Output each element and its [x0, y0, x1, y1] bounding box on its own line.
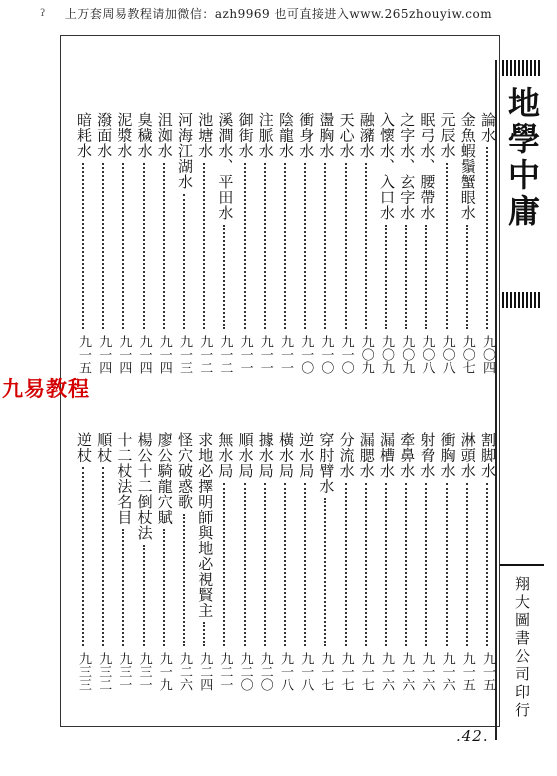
dot-leader: [486, 483, 490, 647]
toc-entry-title: 泥漿水: [115, 112, 134, 159]
toc-entry-title: 穿肘臂水: [317, 432, 336, 494]
publisher-rule: [500, 564, 544, 566]
toc-entry-title: 順杖: [95, 432, 114, 463]
publisher-name: 翔大圖書公司印行: [513, 576, 531, 720]
dot-leader: [102, 163, 106, 330]
toc-entry-title: 注脈水: [256, 112, 275, 159]
dot-leader: [82, 467, 86, 646]
toc-entry-page: 九二〇: [237, 652, 253, 691]
dot-leader: [446, 483, 450, 647]
toc-entry-page: 九一四: [96, 335, 112, 374]
toc-entry-page: 九二六: [177, 652, 192, 691]
dot-leader: [385, 483, 389, 647]
dot-leader: [163, 529, 167, 646]
toc-entry-page: 九〇八: [439, 335, 455, 374]
dot-leader: [405, 483, 409, 647]
dot-leader: [324, 498, 328, 646]
bottom-stripes: [502, 292, 542, 308]
toc-entry-title: 據水局: [256, 432, 275, 479]
toc-entry-page: 九一〇: [318, 335, 334, 374]
toc-entry-title: 漏腮水: [357, 432, 376, 479]
toc-entry-title: 割脚水: [479, 432, 497, 479]
toc-entry-title: 入懷水、入口水: [378, 112, 396, 221]
toc-entry-page: 九三二: [96, 652, 112, 691]
toc-entry-title: 陰龍水: [277, 112, 295, 159]
toc-entry-title: 沮洳水: [155, 112, 174, 159]
dot-leader: [284, 483, 288, 647]
toc-entry-page: 九一〇: [298, 335, 314, 374]
dot-leader: [385, 225, 389, 330]
toc-entry-title: 逆水局: [297, 432, 316, 479]
toc-entry-page: 九一四: [156, 335, 172, 374]
toc-entry-page: 九三一: [136, 652, 152, 691]
watermark: 九易教程: [2, 377, 90, 401]
toc-entry-page: 九三三: [76, 652, 91, 691]
toc-entry-title: 元辰水: [438, 112, 457, 159]
corner-mark: ʔ: [40, 8, 46, 19]
toc-entry-title: 融瀦水: [357, 112, 376, 159]
dot-leader: [284, 163, 288, 330]
toc-entry-title: 天心水: [337, 112, 356, 159]
toc-entry-title: 溪澗水、平田水: [216, 112, 235, 221]
dot-leader: [425, 225, 429, 330]
toc-entry-page: 九一一: [257, 335, 273, 374]
toc-entry-page: 九一八: [298, 652, 314, 691]
dot-leader: [102, 467, 106, 646]
toc-entry-page: 九一四: [116, 335, 132, 374]
toc-entry-page: 九一五: [76, 335, 91, 374]
dot-leader: [324, 163, 328, 330]
dot-leader: [466, 225, 470, 330]
dot-leader: [446, 163, 450, 330]
toc-entry-page: 九一〇: [338, 335, 354, 374]
side-title-band: [502, 60, 542, 320]
dot-leader: [223, 483, 227, 647]
toc-entry-title: 金魚蝦鬚蟹眼水: [458, 112, 477, 221]
dot-leader: [183, 194, 187, 330]
toc-entry-page: 九二一: [217, 652, 233, 691]
book-title: 地學中庸: [503, 86, 541, 230]
toc-entry-page: 九一八: [278, 652, 293, 691]
toc-entry-page: 九〇九: [358, 335, 374, 374]
toc-entry-title: 暗耗水: [75, 112, 93, 159]
toc-entry-title: 怪穴破惑歌: [176, 432, 194, 510]
toc-entry-page: 九〇九: [379, 335, 394, 374]
toc-entry-page: 九一二: [217, 335, 233, 374]
dot-leader: [304, 483, 308, 647]
toc-entry-title: 十二杖法名目: [115, 432, 134, 525]
page-number: .42.: [456, 727, 489, 745]
toc-entry-title: 無水局: [216, 432, 235, 479]
toc-entry-title: 求地必擇明師與地必視賢主: [196, 432, 215, 618]
toc-entry-page: 九一五: [480, 652, 495, 691]
toc-entry-title: 射脅水: [418, 432, 437, 479]
dot-leader: [82, 163, 86, 330]
dot-leader: [244, 483, 248, 647]
toc-entry-page: 九一三: [177, 335, 192, 374]
top-stripes: [502, 60, 542, 76]
dot-leader: [365, 163, 369, 330]
toc-entry-page: 九一六: [419, 652, 435, 691]
toc-entry-page: 九〇七: [459, 335, 475, 374]
dot-leader: [466, 483, 470, 647]
dot-leader: [183, 514, 187, 647]
margin-rule: [495, 60, 497, 740]
toc-entry-title: 漏槽水: [378, 432, 396, 479]
toc-entry-page: 九一六: [379, 652, 394, 691]
toc-entry-page: 九二四: [197, 652, 213, 691]
toc-entry-page: 九一六: [399, 652, 415, 691]
toc-entry-page: 九一六: [439, 652, 455, 691]
toc-entry-page: 九一二: [197, 335, 213, 374]
toc-entry-title: 潑面水: [95, 112, 114, 159]
dot-leader: [143, 163, 147, 330]
toc-entry-page: 九一五: [459, 652, 475, 691]
toc-entry-title: 池塘水: [196, 112, 215, 159]
toc-entry-page: 九一七: [358, 652, 374, 691]
toc-entry-title: 逆杖: [75, 432, 93, 463]
toc-entry-page: 九〇九: [399, 335, 415, 374]
dot-leader: [365, 483, 369, 647]
dot-leader: [345, 163, 349, 330]
toc-entry-title: 御街水: [236, 112, 255, 159]
dot-leader: [264, 163, 268, 330]
toc-entry-title: 盪胸水: [317, 112, 336, 159]
toc-entry-page: 九二〇: [257, 652, 273, 691]
toc-entry-title: 牽鼻水: [398, 432, 417, 479]
toc-entry-title: 論水: [479, 112, 497, 143]
toc-entry-title: 衝身水: [297, 112, 316, 159]
toc-entry-title: 眠弓水、腰帶水: [418, 112, 437, 221]
toc-entry-page: 九〇四: [480, 335, 495, 374]
dot-leader: [143, 545, 147, 647]
dot-leader: [203, 163, 207, 330]
toc-entry-page: 九一七: [318, 652, 334, 691]
toc-entry-title: 橫水局: [277, 432, 295, 479]
dot-leader: [345, 483, 349, 647]
toc-entry-page: 九一一: [237, 335, 253, 374]
dot-leader: [122, 163, 126, 330]
toc-entry-page: 九三一: [116, 652, 132, 691]
dot-leader: [264, 483, 268, 647]
toc-entry-title: 河海江湖水: [176, 112, 194, 190]
banner-text: 上万套周易教程请加微信：azh9969 也可直接进入www.265zhouyiw.com: [64, 7, 493, 21]
toc-entry-title: 淋頭水: [458, 432, 477, 479]
toc-entry-title: 順水局: [236, 432, 255, 479]
dot-leader: [486, 147, 490, 329]
toc-entry-title: 之字水、玄字水: [398, 112, 417, 221]
toc-entry-title: 分流水: [337, 432, 356, 479]
toc-entry-page: 九一七: [338, 652, 354, 691]
dot-leader: [203, 622, 207, 646]
dot-leader: [425, 483, 429, 647]
dot-leader: [244, 163, 248, 330]
toc-entry-title: 臭穢水: [135, 112, 154, 159]
dot-leader: [163, 163, 167, 330]
dot-leader: [304, 163, 308, 330]
toc-entry-title: 衝胸水: [438, 432, 457, 479]
dot-leader: [223, 225, 227, 330]
toc-entry-page: 九一四: [136, 335, 152, 374]
toc-entry-title: 廖公騎龍穴賦: [155, 432, 174, 525]
toc-entry-page: 九一九: [156, 652, 172, 691]
toc-entry-page: 九一一: [278, 335, 293, 374]
toc-entry-title: 楊公十二倒杖法: [135, 432, 154, 541]
toc-entry-page: 九〇八: [419, 335, 435, 374]
dot-leader: [405, 225, 409, 330]
dot-leader: [122, 529, 126, 646]
